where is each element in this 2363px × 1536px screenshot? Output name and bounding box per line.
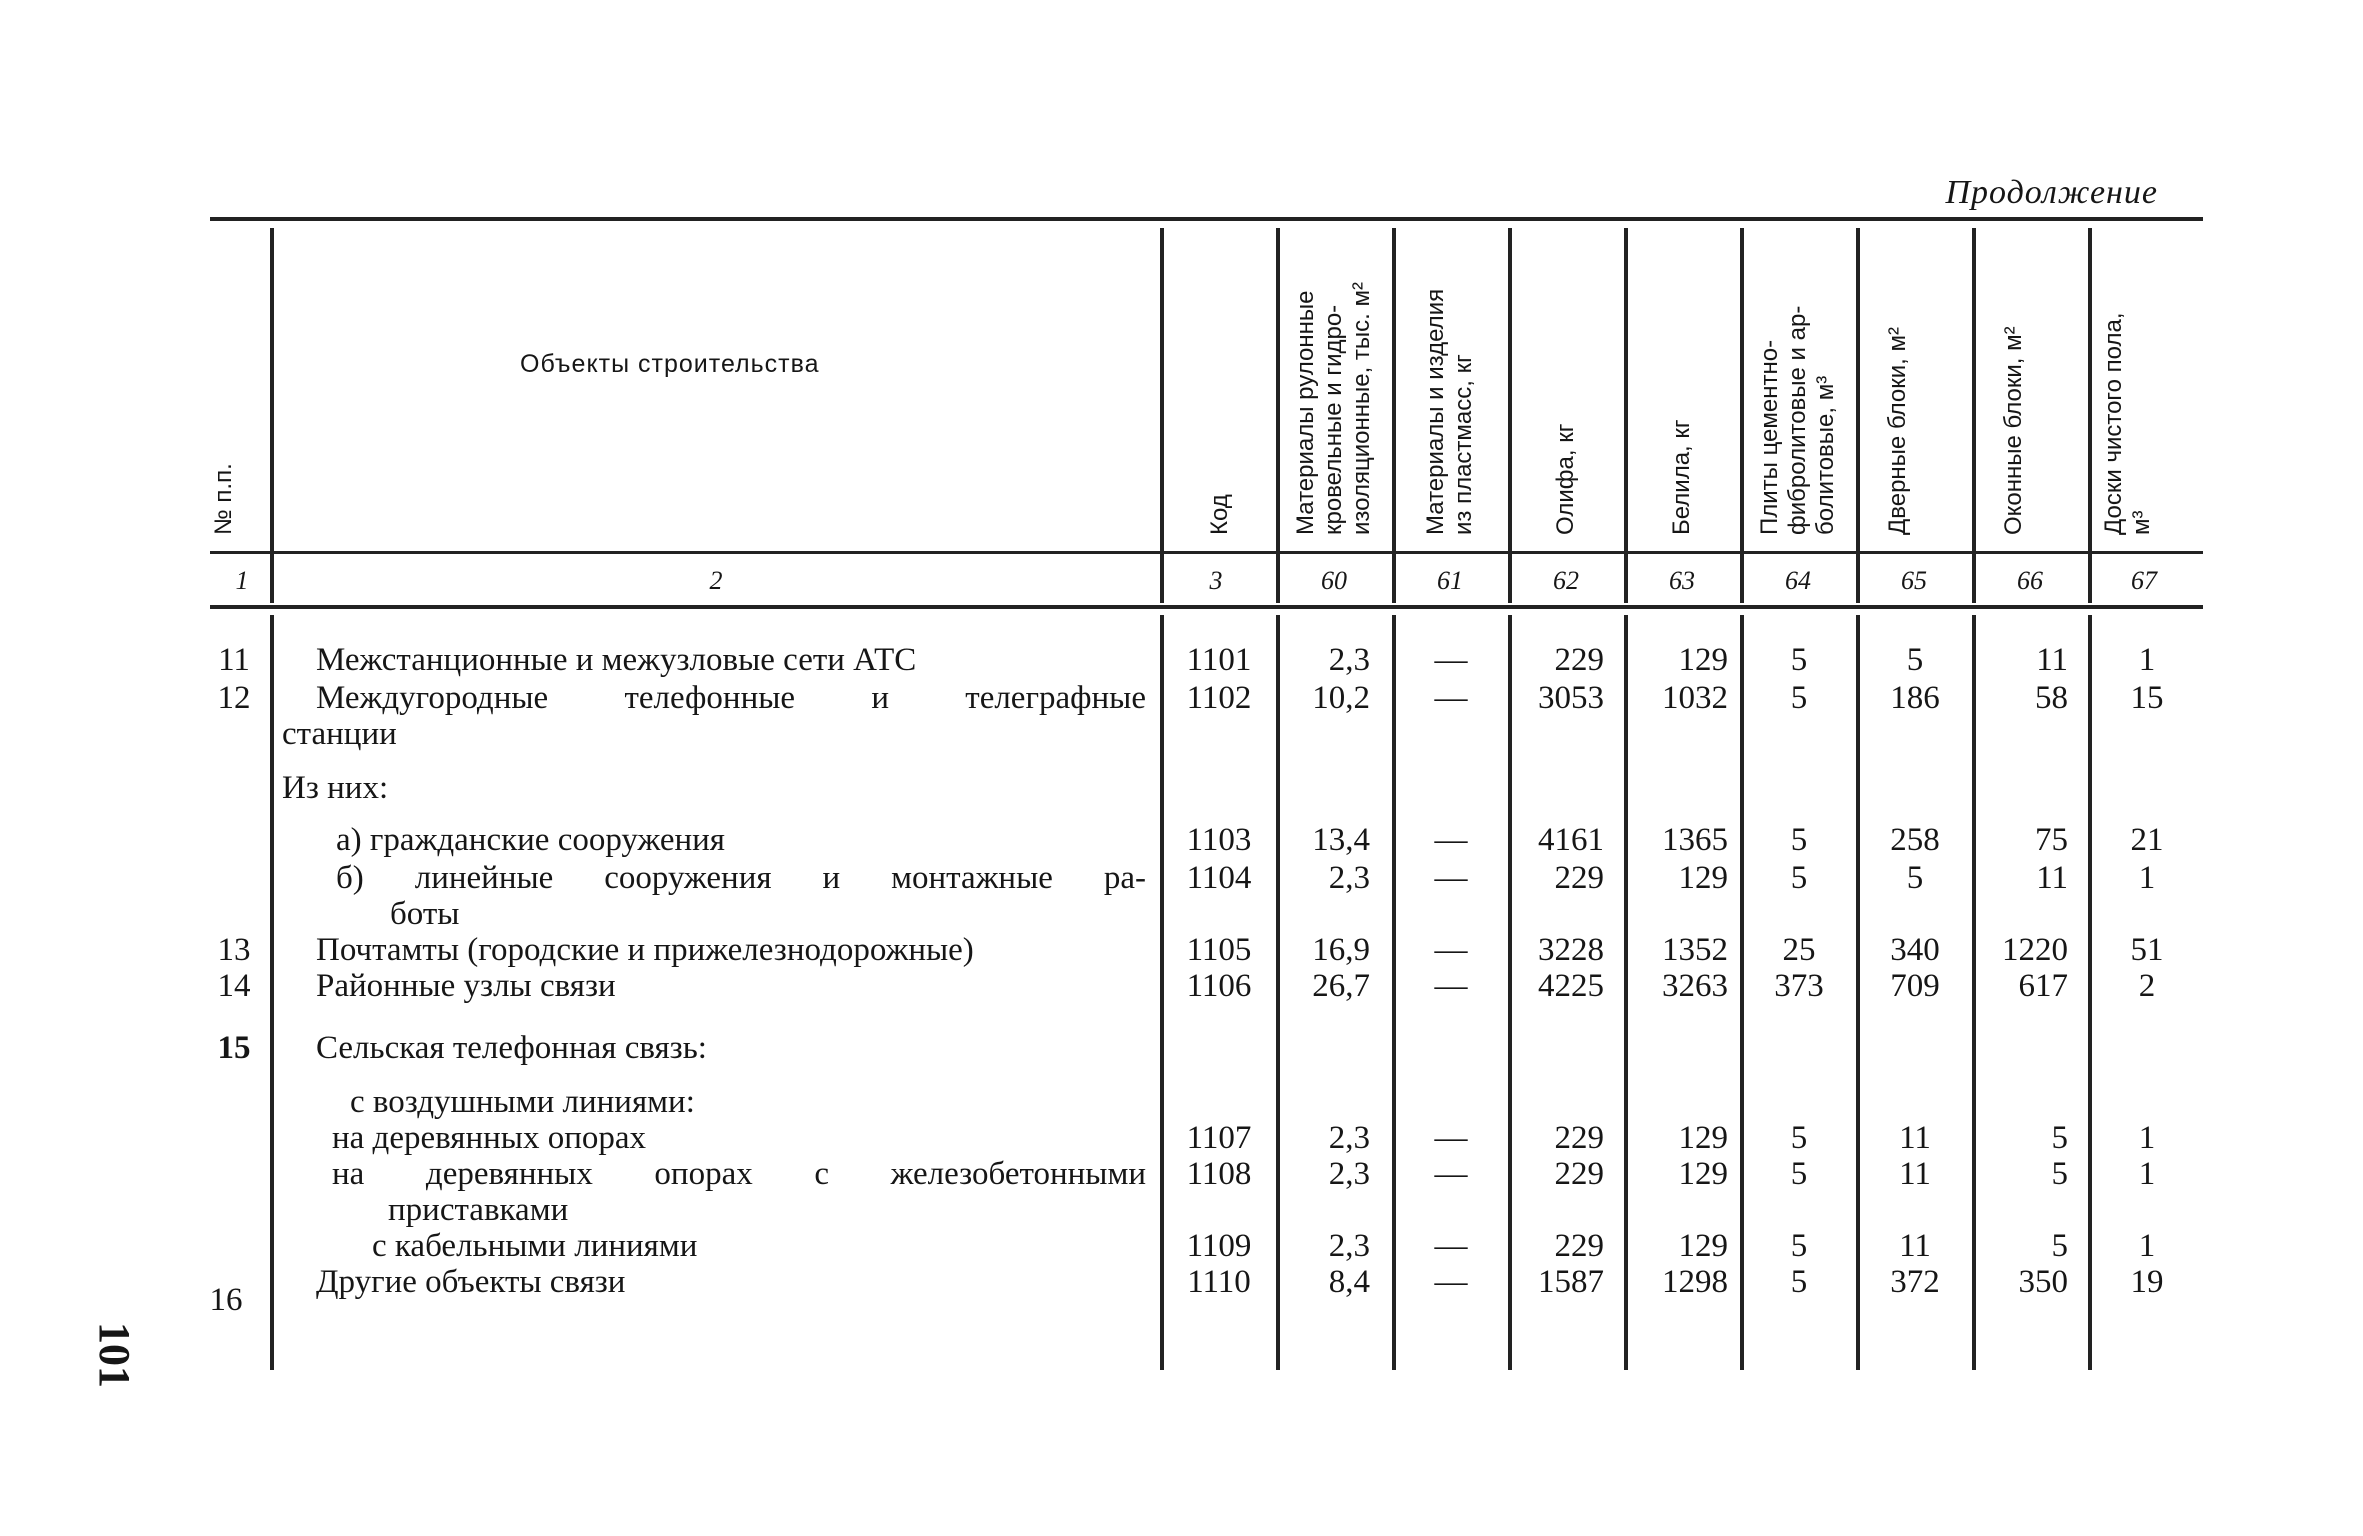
code-cell: 1106	[1186, 968, 1252, 1004]
value-cell: —	[1434, 1264, 1468, 1300]
col-number: 63	[1669, 566, 1695, 595]
value-cell: 13,4	[1312, 822, 1370, 858]
value-cell: —	[1434, 642, 1468, 678]
col-number: 64	[1785, 566, 1811, 595]
header-65: Дверные блоки, м²	[1884, 327, 1911, 535]
row-number: 12	[217, 680, 251, 716]
value-cell: 229	[1554, 860, 1604, 896]
value-cell: —	[1434, 680, 1468, 716]
value-cell: 129	[1678, 642, 1728, 678]
value-cell: 1365	[1662, 822, 1728, 858]
value-cell: 5	[1790, 1264, 1808, 1300]
value-cell: —	[1434, 822, 1468, 858]
value-cell: 11	[1899, 1228, 1931, 1264]
code-cell: 1104	[1186, 860, 1252, 896]
top-rule	[210, 217, 2203, 221]
value-cell: 26,7	[1312, 968, 1370, 1004]
value-cell: 2,3	[1328, 1156, 1370, 1192]
object-text-cont: приставками	[388, 1192, 569, 1228]
numbers-bottom-rule	[210, 605, 2203, 609]
value-cell: 129	[1678, 1120, 1728, 1156]
value-cell: 5	[1790, 1120, 1808, 1156]
value-cell: 1587	[1538, 1264, 1604, 1300]
value-cell: 5	[1906, 860, 1924, 896]
col-divider	[1160, 228, 1164, 603]
col-divider	[1972, 228, 1976, 603]
col-divider	[1392, 228, 1396, 603]
code-cell: 1109	[1186, 1228, 1252, 1264]
header-no: № п.п.	[210, 463, 237, 535]
value-cell: 229	[1554, 1228, 1604, 1264]
col-divider	[1856, 228, 1860, 603]
value-cell: 340	[1890, 932, 1940, 968]
value-cell: 229	[1554, 642, 1604, 678]
value-cell: 2,3	[1328, 860, 1370, 896]
object-text: на деревянных опорах с железобетонными	[332, 1156, 1146, 1192]
value-cell: 3053	[1538, 680, 1604, 716]
value-cell: —	[1434, 968, 1468, 1004]
header-61: Материалы и изделия из пластмасс, кг	[1422, 288, 1477, 535]
value-cell: 16,9	[1312, 932, 1370, 968]
object-text: Почтамты (городские и прижелезнодорожные)	[316, 932, 974, 968]
object-text: с кабельными линиями	[372, 1228, 698, 1264]
value-cell: 25	[1782, 932, 1816, 968]
header-60: Материалы рулонные кровельные и гидро- изоляционные, тыс. м²	[1292, 282, 1375, 535]
continuation-label: Продолжение	[1945, 174, 2158, 211]
code-cell: 1110	[1187, 1264, 1251, 1300]
code-cell: 1108	[1186, 1156, 1252, 1192]
value-cell: 11	[2036, 642, 2068, 678]
value-cell: 617	[2018, 968, 2068, 1004]
object-text: Междугородные телефонные и телеграфные	[316, 680, 1146, 716]
col-number: 2	[709, 566, 723, 595]
value-cell: —	[1434, 1228, 1468, 1264]
col-number: 66	[2017, 566, 2043, 595]
page-number: 101	[90, 1322, 139, 1388]
col-number: 3	[1209, 566, 1223, 595]
value-cell: 5	[1790, 1228, 1808, 1264]
value-cell: 129	[1678, 860, 1728, 896]
value-cell: 75	[2035, 822, 2068, 858]
value-cell: 186	[1890, 680, 1940, 716]
value-cell: 4161	[1538, 822, 1604, 858]
value-cell: 1	[2138, 1156, 2156, 1192]
object-text: Другие объекты связи	[316, 1264, 626, 1300]
header-code: Код	[1206, 494, 1233, 535]
row-number: 11	[218, 642, 250, 678]
col-divider	[1624, 228, 1628, 603]
value-cell: 5	[2051, 1228, 2068, 1264]
value-cell: 1032	[1662, 680, 1728, 716]
object-text-cont: боты	[390, 896, 460, 932]
value-cell: —	[1434, 1120, 1468, 1156]
value-cell: 372	[1890, 1264, 1940, 1300]
value-cell: 11	[1899, 1120, 1931, 1156]
value-cell: 350	[2018, 1264, 2068, 1300]
col-number: 1	[235, 566, 249, 595]
code-cell: 1105	[1186, 932, 1252, 968]
value-cell: 1220	[2002, 932, 2068, 968]
value-cell: 8,4	[1328, 1264, 1370, 1300]
value-cell: 5	[1790, 680, 1808, 716]
header-objects: Объекты строительства	[520, 350, 820, 378]
value-cell: 709	[1890, 968, 1940, 1004]
value-cell: 1	[2138, 860, 2156, 896]
value-cell: 5	[2051, 1156, 2068, 1192]
object-text: б) линейные сооружения и монтажные ра-	[336, 860, 1146, 896]
value-cell: —	[1434, 860, 1468, 896]
header-62: Олифа, кг	[1552, 423, 1579, 535]
col-divider	[2088, 228, 2092, 603]
value-cell: 10,2	[1312, 680, 1370, 716]
object-text: на деревянных опорах	[332, 1120, 647, 1156]
object-text-cont: станции	[282, 716, 397, 752]
object-text: Сельская телефонная связь:	[316, 1030, 707, 1066]
col-number: 67	[2131, 566, 2157, 595]
value-cell: 51	[2130, 932, 2164, 968]
value-cell: 21	[2130, 822, 2164, 858]
code-cell: 1107	[1186, 1120, 1252, 1156]
value-cell: 129	[1678, 1156, 1728, 1192]
value-cell: 5	[1906, 642, 1924, 678]
object-text: Районные узлы связи	[316, 968, 616, 1004]
value-cell: 15	[2130, 680, 2164, 716]
header-64: Плиты цементно- фибролитовые и ар- болитовые, м³	[1756, 305, 1839, 535]
value-cell: 1298	[1662, 1264, 1728, 1300]
subheading-text: Из них:	[282, 770, 389, 806]
col-number: 61	[1437, 566, 1463, 595]
value-cell: 229	[1554, 1156, 1604, 1192]
value-cell: 5	[1790, 822, 1808, 858]
value-cell: 1	[2138, 1120, 2156, 1156]
value-cell: —	[1434, 932, 1468, 968]
value-cell: 5	[2051, 1120, 2068, 1156]
col-divider	[1276, 228, 1280, 603]
value-cell: 19	[2130, 1264, 2164, 1300]
col-divider	[1740, 228, 1744, 603]
col-number: 60	[1321, 566, 1347, 595]
value-cell: 5	[1790, 860, 1808, 896]
value-cell: 11	[1899, 1156, 1931, 1192]
code-cell: 1103	[1186, 822, 1252, 858]
code-cell: 1101	[1186, 642, 1252, 678]
value-cell: 129	[1678, 1228, 1728, 1264]
value-cell: 2	[2138, 968, 2156, 1004]
value-cell: 58	[2035, 680, 2068, 716]
header-66: Оконные блоки, м²	[2000, 326, 2027, 535]
row-number: 14	[217, 968, 251, 1004]
value-cell: 373	[1774, 968, 1824, 1004]
value-cell: 5	[1790, 642, 1808, 678]
object-text: а) гражданские сооружения	[336, 822, 725, 858]
value-cell: 4225	[1538, 968, 1604, 1004]
value-cell: 3263	[1662, 968, 1728, 1004]
value-cell: —	[1434, 1156, 1468, 1192]
value-cell: 2,3	[1328, 1228, 1370, 1264]
value-cell: 5	[1790, 1156, 1808, 1192]
subheading-text: с воздушными линиями:	[350, 1084, 695, 1120]
value-cell: 2,3	[1328, 1120, 1370, 1156]
col-number: 62	[1553, 566, 1579, 595]
header-63: Белила, кг	[1668, 419, 1695, 535]
object-text: Межстанционные и межузловые сети АТС	[316, 642, 917, 678]
col-divider	[270, 228, 274, 603]
value-cell: 1	[2138, 1228, 2156, 1264]
value-cell: 1	[2138, 642, 2156, 678]
row-number: 15	[217, 1030, 251, 1066]
value-cell: 11	[2036, 860, 2068, 896]
col-divider	[1508, 228, 1512, 603]
row-number: 16	[209, 1282, 243, 1318]
code-cell: 1102	[1186, 680, 1252, 716]
col-divider	[270, 615, 274, 1370]
value-cell: 229	[1554, 1120, 1604, 1156]
header-bottom-rule	[210, 551, 2203, 554]
col-number: 65	[1901, 566, 1927, 595]
value-cell: 2,3	[1328, 642, 1370, 678]
row-number: 13	[217, 932, 251, 968]
header-67: Доски чистого пола, м³	[2100, 312, 2155, 535]
value-cell: 3228	[1538, 932, 1604, 968]
value-cell: 258	[1890, 822, 1940, 858]
value-cell: 1352	[1662, 932, 1728, 968]
